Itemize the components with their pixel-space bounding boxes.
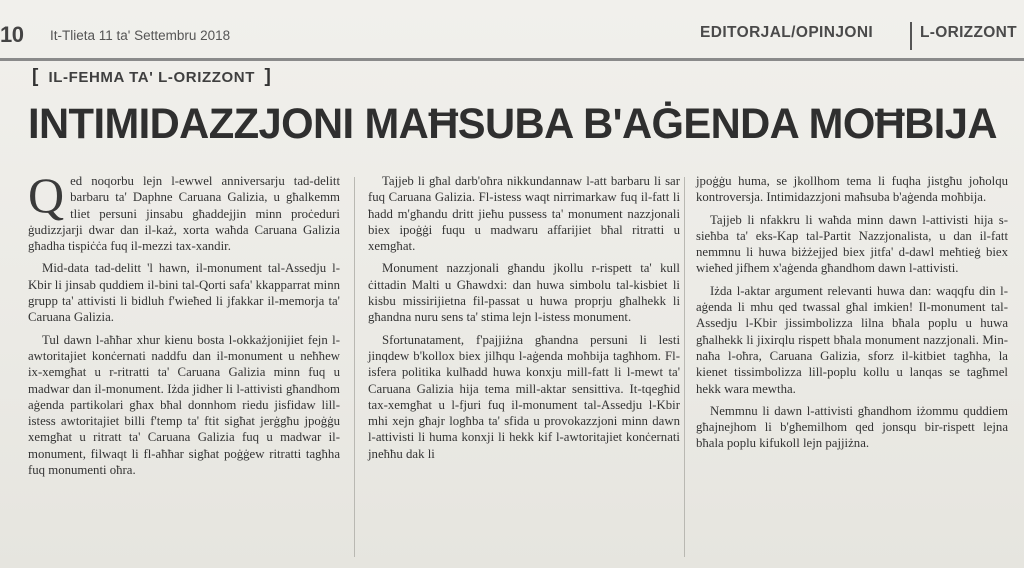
- kicker-bracket-open: [: [32, 66, 39, 87]
- page-header: [0, 14, 1024, 48]
- article-kicker: [32, 66, 271, 88]
- paragraph: Tul dawn l-aħħar xhur kienu bosta l-okkażjonijiet fejn l-awtoritajiet konċernati naddfu dan il-monument u neħħew ix-xemgħat u r-ritratti ta' Caruana Galizia minn fuq u madwar dan il-monument. Iżda jidher li l-attivisti għandhom aġenda partikolari għax bħal donnhom riedu jisfidaw lill-istess awtoritajiet billi f'temp ta' ftit sigħat jerġgħu jpoġġu xemgħat u ritratt ta' Caruana Galizia fuq u madwar il-monument, filwaqt li fl-aħħar sigħat poġġew ritratti tagħha fuq monumenti oħra.: [28, 332, 340, 478]
- paragraph: Sfortunatament, f'pajjiżna għandna persuni li lesti jinqdew b'kollox biex jilħqu l-aġenda moħbija tagħhom. Fl-isfera politika kulħadd huwa konxju mill-fatt li l-mewt ta' Caruana Galizia hija tema mill-aktar sensittiva. It-tqegħid tax-xemgħat u l-fjuri fuq il-monument tal-Assedju l-Kbir mhi xejn għajr logħba ta' sfida u provokazzjoni minn dawn l-attivisti li huma konxji li hekk kif l-awtoritajiet konċernati jneħħu dak li: [368, 332, 680, 461]
- paragraph: Mid-data tad-delitt 'l hawn, il-monument tal-Assedju l-Kbir li jinsab quddiem il-bini tal-Qorti safa' kkapparrat minn grupp ta' attivisti li bidluh f'wieħed li jfakkar il-memorja ta' Caruana Galizia.: [28, 261, 340, 325]
- paragraph: Monument nazzjonali għandu jkollu r-rispett ta' kull ċittadin Malti u Għawdxi: dan huwa simbolu tal-kisbiet li kisbu missirijietna fil-passat u huwa proprju għalhekk li għandna nuru sens ta' stima lejn l-istess monument.: [368, 261, 680, 325]
- publication-name: L-ORIZZONT: [920, 24, 1017, 41]
- kicker-text: IL-FEHMA TA' L-ORIZZONT: [48, 69, 255, 86]
- section-label: EDITORJAL/OPINJONI: [700, 24, 874, 41]
- column-rule: [684, 177, 685, 557]
- paragraph: Tajjeb li nfakkru li waħda minn dawn l-attivisti hija s-sieħba ta' eks-Kap tal-Partit Nazzjonalista, u dan il-fatt nemmnu li huwa biżżejjed biex jitfa' d-dawl meħtieġ biex wieħed jifhem x'aġenda għandhom dawn l-attivisti.: [696, 212, 1008, 276]
- paragraph: jpoġġu huma, se jkollhom tema li fuqha jistgħu joħolqu kontroversja. Intimidazzjoni maħsuba b'aġenda moħbija.: [696, 174, 1008, 205]
- page-number: 10: [0, 22, 24, 47]
- column-rule: [354, 177, 355, 557]
- paragraph: Nemmnu li dawn l-attivisti għandhom iżommu quddiem għajnejhom li b'għemilhom qed jonsqu bir-rispett lejna bħala poplu kifukoll lejn pajjiżna.: [696, 403, 1008, 451]
- paragraph: Iżda l-aktar argument relevanti huwa dan: waqqfu din l-aġenda li mhu qed twassal għal imkien! Il-monument tal-Assedju l-Kbir jissimbolizza lilna bħala poplu u huwa għalhekk li jixirqlu rispett bħala monument nazzjonali. Min-naħa l-oħra, Caruana Galizia, sforz il-kitbiet tagħha, la kienet tissimbolizza lill-poplu kollu u lanqas se tagħmel hekk wara mewtha.: [696, 283, 1008, 396]
- article-column-2: [368, 173, 680, 468]
- drop-cap: Q: [28, 167, 65, 223]
- publication-date: It-Tlieta 11 ta' Settembru 2018: [50, 28, 231, 43]
- paragraph: Qed noqorbu lejn l-ewwel anniversarju tad-delitt barbaru ta' Daphne Caruana Galizia, u għalkemm tliet persuni jinsabu għaddejjin minn proċeduri ġudizzjarji dwar dan il-każ, xorta waħda Caruana Galizia għadha tispiċċa fuq il-mezzi tax-xandir.: [28, 167, 340, 254]
- header-divider: [910, 22, 912, 50]
- article-body: [28, 167, 1020, 568]
- article-headline: INTIMIDAZZJONI MAĦSUBA B'AĠENDA MOĦBIJA: [28, 100, 997, 148]
- article-column-1: [28, 167, 340, 484]
- header-rule: [0, 58, 1024, 61]
- paragraph: Tajjeb li għal darb'oħra nikkundannaw l-att barbaru li sar fuq Caruana Galizia. Fl-istess waqt nirrimarkaw fuq il-fatt li ħadd m'għandu dritt jieħu pussess ta' monument nazzjonali biex ipoġġi fuqu u madwaru affarijiet bħal ritratti u xemgħat.: [368, 174, 680, 254]
- kicker-bracket-close: ]: [264, 66, 272, 87]
- article-column-3: [696, 173, 1008, 458]
